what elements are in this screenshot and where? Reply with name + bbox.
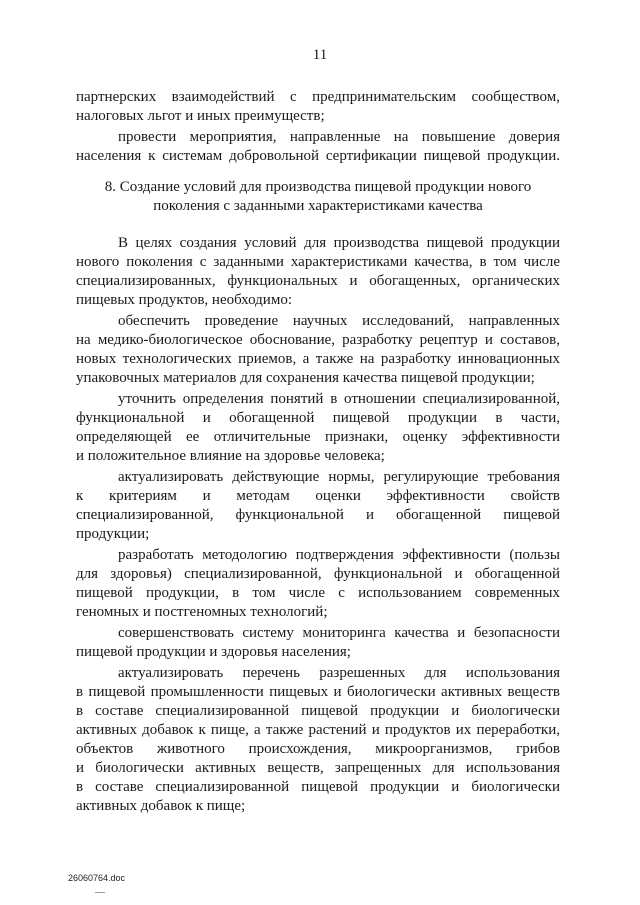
section-heading: 8. Создание условий для производства пищевой продукции нового <box>104 179 532 195</box>
text-line: геномных и постгеномных технологий; <box>76 604 328 620</box>
text-line: в составе специализированной пищевой продукции и биологически <box>76 779 560 795</box>
text-line: активных добавок к пище; <box>76 798 246 814</box>
text-line: в пищевой промышленности пищевых и биологически активных веществ <box>76 684 560 700</box>
text-line: в составе специализированной пищевой продукции и биологически <box>76 703 560 719</box>
text-line: к критериям и методам оценки эффективности свойств <box>76 488 560 504</box>
text-line: обеспечить проведение научных исследований, направленных <box>118 313 560 329</box>
text-line: населения к системам добровольной сертификации пищевой продукции. <box>76 148 560 164</box>
text-line: провести мероприятия, направленные на повышение доверия <box>118 129 560 145</box>
page-number: 11 <box>312 47 328 63</box>
text-line: актуализировать перечень разрешенных для использования <box>118 665 560 681</box>
text-line: для здоровья) специализированной, функциональной и обогащенной <box>76 566 560 582</box>
text-line: налоговых льгот и иных преимуществ; <box>76 108 325 124</box>
text-line: нового поколения с заданными характеристиками качества, в том числе <box>76 254 560 270</box>
text-line: уточнить определения понятий в отношении специализированной, <box>118 391 560 407</box>
text-line: специализированной, функциональной и обогащенной пищевой <box>76 507 560 523</box>
text-line: функциональной и обогащенной пищевой продукции в части, <box>76 410 560 426</box>
file-name-footer: 26060764.doc <box>68 873 126 883</box>
text-line: и биологически активных веществ, запрещенных для использования <box>76 760 560 776</box>
text-line: партнерских взаимодействий с предпринимательским сообществом, <box>76 89 560 105</box>
text-line: пищевой продукции и здоровья населения; <box>76 644 351 660</box>
text-line: на медико-биологическое обоснование, разработку рецептур и составов, <box>76 332 560 348</box>
text-line: пищевой продукции, в том числе с использованием современных <box>76 585 560 601</box>
text-line: новых технологических приемов, а также на разработку инновационных <box>76 351 560 367</box>
text-line: разработать методологию подтверждения эффективности (пользы <box>118 547 560 563</box>
section-heading: поколения с заданными характеристиками качества <box>153 198 483 214</box>
text-line: В целях создания условий для производства пищевой продукции <box>118 235 560 251</box>
text-line: объектов животного происхождения, микроорганизмов, грибов <box>76 741 560 757</box>
text-line: пищевых продуктов, необходимо: <box>76 292 292 308</box>
text-line: упаковочных материалов для сохранения качества пищевой продукции; <box>76 370 535 386</box>
footer-mark <box>95 892 105 893</box>
text-line: актуализировать действующие нормы, регулирующие требования <box>118 469 560 485</box>
text-line: и положительное влияние на здоровье человека; <box>76 448 385 464</box>
text-line: активных добавок к пище, а также растений и продуктов их переработки, <box>76 722 560 738</box>
text-line: продукции; <box>76 526 150 542</box>
text-line: совершенствовать систему мониторинга качества и безопасности <box>118 625 560 641</box>
text-line: специализированных, функциональных и обогащенных, органических <box>76 273 560 289</box>
text-line: определяющей ее отличительные признаки, оценку эффективности <box>76 429 560 445</box>
